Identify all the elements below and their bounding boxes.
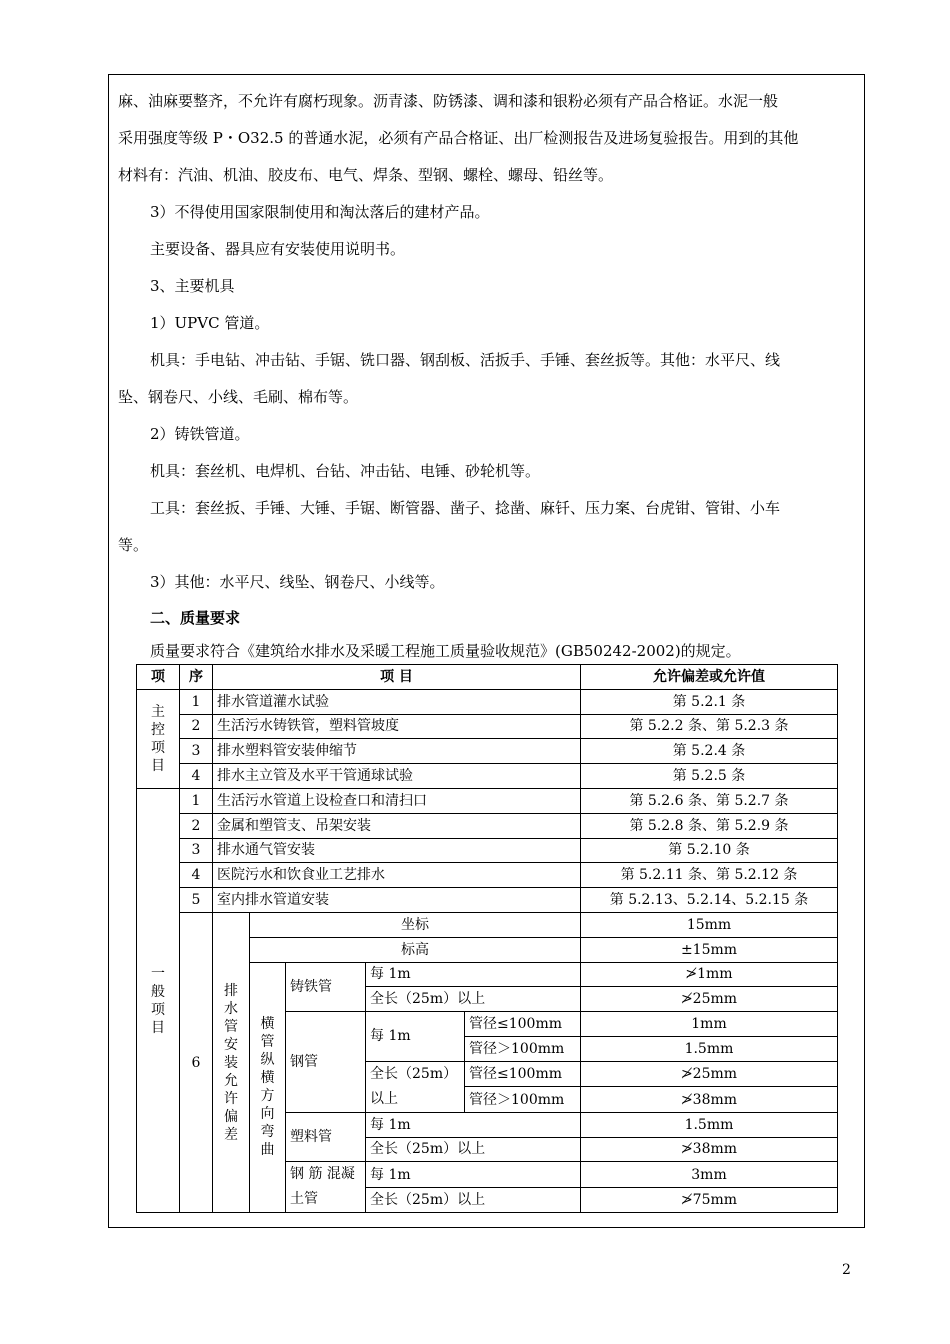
row-number: 1	[180, 788, 213, 813]
row-item: 生活污水管道上设检查口和清扫口	[213, 788, 581, 813]
row-value: 第 5.2.6 条、第 5.2.7 条	[581, 788, 838, 813]
row-item: 排水主立管及水平干管通球试验	[213, 764, 581, 789]
table-row	[137, 888, 838, 913]
section-heading: 二、质量要求	[150, 609, 241, 627]
row-item: 生活污水铸铁管，塑料管坡度	[213, 714, 581, 739]
per-meter-label: 每 1m	[366, 962, 581, 987]
row-value: 第 5.2.11 条、第 5.2.12 条	[581, 863, 838, 888]
bend-label: 横管纵横方向弯曲	[250, 962, 286, 1213]
tolerance-value: ≯25mm	[581, 1061, 838, 1087]
full-length-label: 全长（25m）以上	[366, 1187, 581, 1213]
cast-iron-label: 铸铁管	[286, 962, 366, 1012]
general-group-label: 一般项目	[137, 788, 180, 1212]
table-row	[137, 838, 838, 863]
row-value: 第 5.2.10 条	[581, 838, 838, 863]
table-row	[137, 714, 838, 739]
tolerance-value: 3mm	[581, 1162, 838, 1188]
full-length-label: 全长（25m）以上	[366, 987, 581, 1012]
per-meter-label: 每 1m	[366, 1112, 581, 1137]
row-item: 排水塑料管安装伸缩节	[213, 739, 581, 764]
tolerance-value: ≯38mm	[581, 1087, 838, 1113]
row-item: 金属和塑管支、吊架安装	[213, 813, 581, 838]
drain-pipe-tolerance-label: 排水管安装允许偏差	[213, 912, 250, 1212]
table-row	[137, 764, 838, 789]
row-number: 4	[180, 764, 213, 789]
row-item: 室内排水管道安装	[213, 888, 581, 913]
elevation-label: 标高	[250, 937, 581, 962]
paragraph: 1）UPVC 管道。	[150, 314, 270, 332]
coordinate-value: 15mm	[581, 912, 838, 937]
table-row	[137, 739, 838, 764]
table-row	[137, 689, 838, 714]
row-number: 1	[180, 689, 213, 714]
tolerance-value: ≯25mm	[581, 987, 838, 1012]
paragraph: 坠、钢卷尺、小线、毛刷、棉布等。	[118, 388, 359, 406]
paragraph: 3）其他：水平尺、线坠、钢卷尺、小线等。	[150, 573, 445, 591]
row-value: 第 5.2.4 条	[581, 739, 838, 764]
full-length-label: 全长（25m）以上	[366, 1061, 465, 1112]
plastic-pipe-label: 塑料管	[286, 1112, 366, 1162]
tolerance-value: 1mm	[581, 1012, 838, 1037]
table-header-row	[137, 665, 838, 690]
row-number: 2	[180, 714, 213, 739]
row-item: 排水管道灌水试验	[213, 689, 581, 714]
header-number: 序	[180, 665, 213, 690]
row-value: 第 5.2.1 条	[581, 689, 838, 714]
diameter-small-label: 管径≤100mm	[465, 1012, 581, 1037]
steel-pipe-label: 钢管	[286, 1012, 366, 1113]
row-value: 第 5.2.5 条	[581, 764, 838, 789]
per-meter-label: 每 1m	[366, 1012, 465, 1062]
paragraph: 质量要求符合《建筑给水排水及采暖工程施工质量验收规范》(GB50242-2002)的规定。	[150, 642, 741, 660]
paragraph: 机具：手电钻、冲击钻、手锯、铣口器、钢刮板、活扳手、手锤、套丝扳等。其他：水平尺、线	[150, 351, 781, 369]
header-tolerance: 允许偏差或允许值	[581, 665, 838, 690]
row-number: 5	[180, 888, 213, 913]
tolerance-value: ≯75mm	[581, 1187, 838, 1213]
row-value: 第 5.2.13、5.2.14、5.2.15 条	[581, 888, 838, 913]
concrete-pipe-label: 钢 筋 混凝土管	[286, 1162, 366, 1213]
paragraph: 工具：套丝扳、手锤、大锤、手锯、断管器、凿子、捻凿、麻钎、压力案、台虎钳、管钳、小车	[150, 499, 781, 517]
row-number: 6	[180, 912, 213, 1212]
quality-table	[136, 664, 838, 1213]
paragraph: 机具：套丝机、电焊机、台钻、冲击钻、电锤、砂轮机等。	[150, 462, 541, 480]
table-row	[137, 912, 838, 937]
diameter-large-label: 管径＞100mm	[465, 1036, 581, 1061]
paragraph: 麻、油麻要整齐，不允许有腐朽现象。沥青漆、防锈漆、调和漆和银粉必须有产品合格证。水泥一般	[118, 92, 779, 110]
row-value: 第 5.2.8 条、第 5.2.9 条	[581, 813, 838, 838]
row-number: 4	[180, 863, 213, 888]
tolerance-value: 1.5mm	[581, 1036, 838, 1061]
row-number: 3	[180, 739, 213, 764]
row-value: 第 5.2.2 条、第 5.2.3 条	[581, 714, 838, 739]
header-item: 项 目	[213, 665, 581, 690]
header-category: 项	[137, 665, 180, 690]
row-item: 医院污水和饮食业工艺排水	[213, 863, 581, 888]
elevation-value: ±15mm	[581, 937, 838, 962]
paragraph: 2）铸铁管道。	[150, 425, 250, 443]
paragraph: 3、主要机具	[150, 277, 235, 295]
tolerance-value: 1.5mm	[581, 1112, 838, 1137]
paragraph: 采用强度等级 P・O32.5 的普通水泥，必须有产品合格证、出厂检测报告及进场复验报告。用到的其他	[118, 129, 799, 147]
paragraph: 材料有：汽油、机油、胶皮布、电气、焊条、型钢、螺栓、螺母、铅丝等。	[118, 166, 614, 184]
per-meter-label: 每 1m	[366, 1162, 581, 1188]
tolerance-value: ≯1mm	[581, 962, 838, 987]
row-number: 3	[180, 838, 213, 863]
paragraph: 3）不得使用国家限制使用和淘汰落后的建材产品。	[150, 203, 490, 221]
paragraph: 主要设备、器具应有安装使用说明书。	[150, 240, 406, 258]
paragraph: 等。	[118, 536, 149, 554]
row-number: 2	[180, 813, 213, 838]
diameter-large-label: 管径＞100mm	[465, 1087, 581, 1113]
tolerance-value: ≯38mm	[581, 1137, 838, 1162]
coordinate-label: 坐标	[250, 912, 581, 937]
full-length-label: 全长（25m）以上	[366, 1137, 581, 1162]
main-control-group-label: 主控项目	[137, 689, 180, 788]
table-row	[137, 813, 838, 838]
page-number: 2	[842, 1262, 851, 1278]
table-row	[137, 788, 838, 813]
table-row	[137, 863, 838, 888]
diameter-small-label: 管径≤100mm	[465, 1061, 581, 1087]
row-item: 排水通气管安装	[213, 838, 581, 863]
